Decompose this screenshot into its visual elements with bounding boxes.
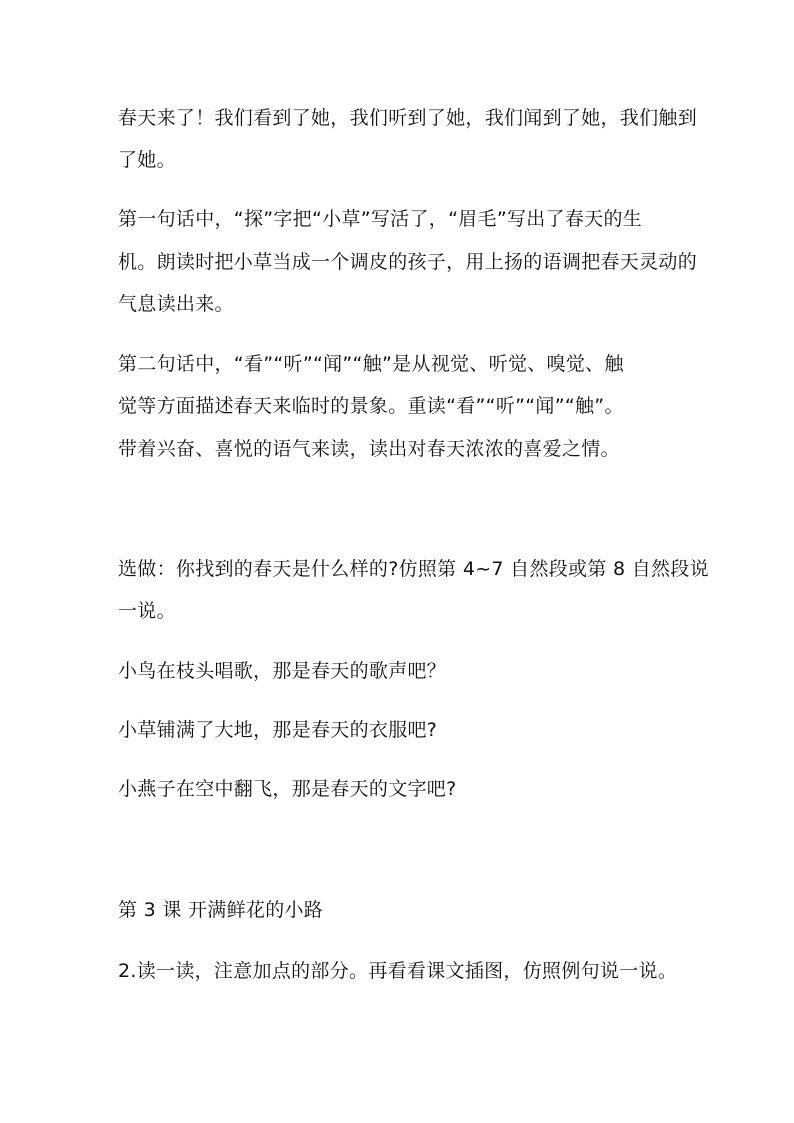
paragraph-second-sentence-line-1: 第二句话中，“看”“听”“闻”“触”是从视觉、听觉、嗅觉、触 (118, 353, 624, 375)
paragraph-second-sentence-line-2: 觉等方面描述春天来临时的景象。重读“看”“听”“闻”“触”。 (118, 395, 624, 417)
example-sentence-swallow: 小燕子在空中翻飞，那是春天的文字吧? (118, 778, 457, 800)
paragraph-spring-senses-line-1: 春天来了！我们看到了她，我们听到了她，我们闻到了她，我们触到 (118, 107, 698, 129)
paragraph-first-sentence-line-1: 第一句话中，“探”字把“小草”写活了，“眉毛”写出了春天的生 (118, 208, 643, 230)
example-sentence-bird: 小鸟在枝头唱歌，那是春天的歌声吧？ (118, 660, 447, 682)
paragraph-first-sentence-line-3: 气息读出来。 (118, 293, 234, 315)
lesson-heading: 第 3 课 开满鲜花的小路 (118, 899, 324, 921)
paragraph-second-sentence-line-3: 带着兴奋、喜悦的语气来读，读出对春天浓浓的喜爱之情。 (118, 438, 620, 460)
paragraph-spring-senses-line-2: 了她。 (118, 149, 176, 171)
paragraph-optional-task-line-2: 一说。 (118, 600, 176, 622)
example-sentence-grass: 小草铺满了大地，那是春天的衣服吧? (118, 719, 438, 741)
paragraph-first-sentence-line-2: 机。朗读时把小草当成一个调皮的孩子，用上扬的语调把春天灵动的 (118, 251, 698, 273)
paragraph-optional-task-line-1: 选做：你找到的春天是什么样的?仿照第 4~7 自然段或第 8 自然段说 (118, 558, 709, 580)
exercise-instruction: 2.读一读，注意加点的部分。再看看课文插图，仿照例句说一说。 (118, 960, 678, 982)
